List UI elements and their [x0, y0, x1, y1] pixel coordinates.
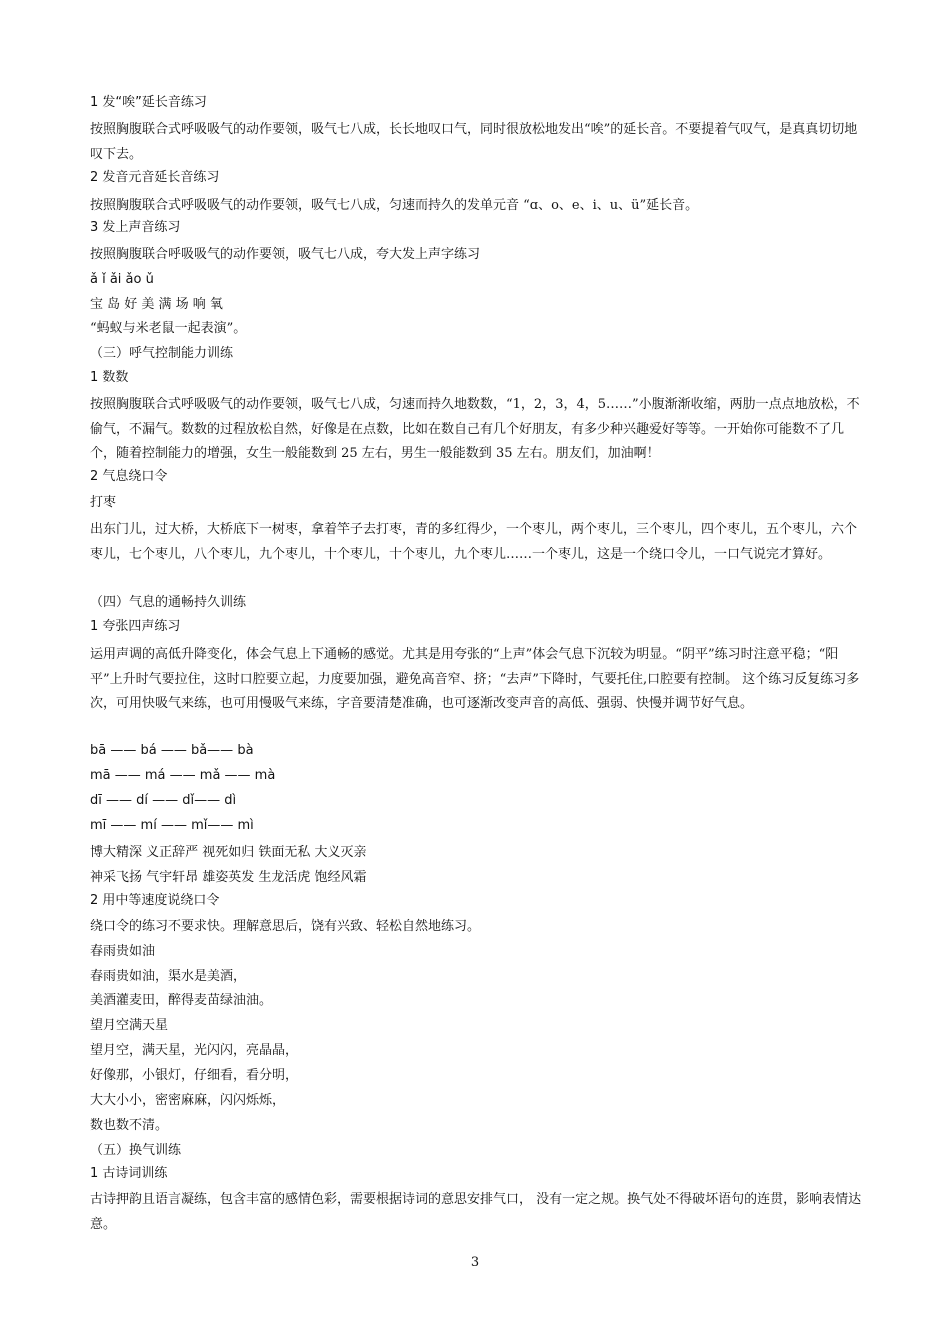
pinyin-line: ǎ ǐ ǎi ǎo ǔ	[90, 272, 154, 287]
verse-line: 数也数不清。	[90, 1118, 169, 1133]
exercise-heading: 2 气息绕口令	[90, 469, 168, 484]
character-line: 宝 岛 好 美 满 场 响 氧	[90, 297, 223, 312]
paragraph: 古诗押韵且语言凝练，包含丰富的感情色彩，需要根据诗词的意思安排气口， 没有一定之规。换气处不得破坏语句的连贯，影响表情达意。	[90, 1192, 862, 1232]
verse-line: 美酒灌麦田，醉得麦苗绿油油。	[90, 993, 273, 1008]
exercise-heading: 1 古诗词训练	[90, 1166, 168, 1181]
page-number: 3	[470, 1255, 480, 1270]
exercise-heading: 1 数数	[90, 370, 129, 385]
paragraph: 绕口令的练习不要求快。理解意思后，饶有兴致、轻松自然地练习。	[90, 919, 481, 934]
idiom-line: 博大精深 义正辞严 视死如归 铁面无私 大义灭亲	[90, 845, 367, 860]
pinyin-line: mī —— mí —— mǐ—— mì	[90, 818, 254, 833]
paragraph: 出东门儿，过大桥，大桥底下一树枣，拿着竿子去打枣，青的多红得少，一个枣儿，两个枣儿，三个枣儿，四个枣儿，五个枣儿，六个枣儿，七个枣儿，八个枣儿，九个枣儿，十个枣儿，十个枣儿，九个枣儿……一个枣儿，这是一个绕口令儿，一口气说完才算好。	[90, 522, 858, 562]
pinyin-line: bā —— bá —— bǎ—— bà	[90, 743, 254, 758]
paragraph: 按照胸腹联合式呼吸吸气的动作要领，吸气七八成，匀速而持久的发单元音 “ɑ、o、e、i、u、ü”延长音。	[90, 198, 699, 213]
subtitle: 望月空满天星	[90, 1018, 169, 1033]
exercise-heading: 3 发上声音练习	[90, 220, 181, 235]
exercise-heading: 1 发“唉”延长音练习	[90, 95, 207, 110]
exercise-heading: 2 发音元音延长音练习	[90, 170, 220, 185]
idiom-line: 神采飞扬 气宇轩昂 雄姿英发 生龙活虎 饱经风霜	[90, 870, 367, 885]
pinyin-line: dī —— dí —— dǐ—— dì	[90, 793, 237, 808]
paragraph: 按照胸腹联合呼吸吸气的动作要领，吸气七八成，夸大发上声字练习	[90, 247, 481, 262]
section-heading: （四）气息的通畅持久训练	[90, 595, 247, 610]
paragraph: 按照胸腹联合式呼吸吸气的动作要领，吸气七八成，匀速而持久地数数，“1，2，3，4，5……”小腹渐渐收缩，两肋一点点地放松，不偷气，不漏气。数数的过程放松自然，好像是在点数，比如在数自己有几个好朋友，有多少种兴趣爱好等等。一开始你可能数不了几个，随着控制能力的增强，女生一般能数到 25 左右，男生一般能数到 35 左右。朋友们，加油啊！	[90, 397, 860, 461]
subtitle: 打枣	[90, 495, 117, 510]
section-heading: （三）呼气控制能力训练	[90, 346, 234, 361]
paragraph: 运用声调的高低升降变化，体会气息上下通畅的感觉。尤其是用夸张的“上声”体会气息下沉较为明显。“阴平”练习时注意平稳；“阳平”上升时气要拉住，这时口腔要立起，力度要加强，避免高音窄、挤；“去声”下降时，气要托住,口腔要有控制。 这个练习反复练习多次，可用快吸气来练，也可用慢吸气来练，字音要清楚准确，也可逐渐改变声音的高低、强弱、快慢并调节好气息。	[90, 647, 860, 711]
exercise-heading: 2 用中等速度说绕口令	[90, 893, 220, 908]
pinyin-line: mā —— má —— mǎ —— mà	[90, 768, 276, 783]
verse-line: 春雨贵如油，渠水是美酒，	[90, 969, 247, 984]
paragraph: 按照胸腹联合式呼吸吸气的动作要领，吸气七八成，长长地叹口气，同时很放松地发出“唉”的延长音。不要提着气叹气，是真真切切地叹下去。	[90, 122, 858, 162]
verse-line: 大大小小，密密麻麻，闪闪烁烁，	[90, 1093, 286, 1108]
verse-line: 好像那，小银灯，仔细看，看分明，	[90, 1068, 299, 1083]
verse-line: 望月空，满天星，光闪闪，亮晶晶，	[90, 1043, 299, 1058]
section-heading: （五）换气训练	[90, 1143, 182, 1158]
character-line: “蚂蚁与米老鼠一起表演”。	[90, 321, 247, 336]
subtitle: 春雨贵如油	[90, 944, 156, 959]
exercise-heading: 1 夸张四声练习	[90, 619, 181, 634]
